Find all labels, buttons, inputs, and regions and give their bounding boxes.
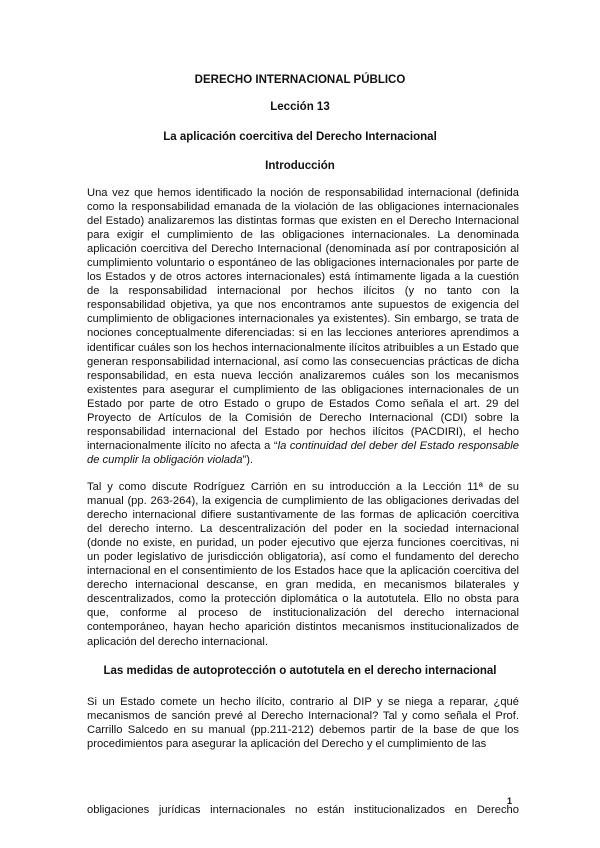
intro-paragraph-1 — [87, 186, 519, 467]
page-number: 1 — [507, 796, 513, 806]
lesson-title: La aplicación coercitiva del Derecho Internacional — [163, 131, 437, 143]
section-paragraph-1: Si un Estado comete un hecho ilícito, contrario al DIP y se niega a reparar, ¿qué mecanismos de sanción prevé al Derecho Internacional? Tal y como señala el Prof. Carrillo Salcedo en su manual (pp.211-212) debemos partir de la base de que los procedimientos para asegurar la aplicación del Derecho y el cumplimiento de las — [87, 696, 519, 751]
quoted-text: la continuidad del deber del Estado responsable de cumplir la obligación violada — [87, 439, 519, 466]
paragraph-text-end: ”). — [242, 453, 254, 466]
course-title: DERECHO INTERNACIONAL PÚBLICO — [194, 74, 406, 86]
section-heading: Las medidas de autoprotección o autotutela en el derecho internacional — [103, 665, 497, 677]
intro-paragraph-2: Tal y como discute Rodríguez Carrión en su introducción a la Lección 11ª de su manual (pp. 263-264), la exigencia de cumplimiento de las obligaciones derivadas del derecho internacional difiere sustantivamente de las formas de aplicación coercitiva del derecho interno. La descentralización del poder en la sociedad internacional (donde no existe, en puridad, un poder ejecutivo que ejerza funciones coercitivas, ni un poder legislativo de jurisdicción obligatoria), así como el fundamento del derecho internacional en el consentimiento de los Estados hace que la aplicación coercitiva del derecho internacional descanse, en gran medida, en mecanismos bilaterales y descentralizados, como la protección diplomática o la autotutela. Ello no obsta para que, conforme al proceso de institucionalización del derecho internacional contemporáneo, hayan hecho aparición distintos mecanismos institucionalizados de aplicación del derecho internacional. — [87, 481, 519, 648]
continuation-line: obligaciones jurídicas internacionales no están institucionalizados en Derecho — [87, 804, 519, 816]
lesson-number: Lección 13 — [270, 101, 330, 113]
paragraph-text: Una vez que hemos identificado la noción de responsabilidad internacional (definida como la responsabilidad emanada de la violación de las obligaciones internacionales del Estado) analizaremos las distintas formas que existen en el Derecho Internacional para exigir el cumplimiento de las obligaciones internacionales. La denominada aplicación coercitiva del Derecho Internacional (denominada así por contraposición al cumplimiento voluntario o espontáneo de las obligaciones internacionales por parte de los Estados y de otros actores internacionales) está íntimamente ligada a la cuestión de la responsabilidad internacional por hechos ilícitos (y no tanto con la responsabilidad objetiva, ya que nos encontramos ante supuestos de exigencia del cumplimiento de obligaciones internacionales ya existentes). Sin embargo, se trata de nociones conceptualmente diferenciadas: si en las lecciones anteriores aprendimos a identificar cuáles son los hechos internacionalmente ilícitos atribuibles a un Estado que generan responsabilidad internacional, así como las consecuencias prácticas de dicha responsabilidad, en esta nueva lección analizaremos cuáles son los mecanismos existentes para asegurar el cumplimiento de las obligaciones internacionales de un Estado por parte de otro Estado o grupo de Estados Como señala el art. 29 del Proyecto de Artículos de la Comisión de Derecho Internacional (CDI) sobre la responsabilidad internacional del Estado por hechos ilícitos (PACDIRI), el hecho internacionalmente ilícito no afecta a “ — [87, 187, 519, 452]
intro-heading: Introducción — [265, 160, 335, 172]
